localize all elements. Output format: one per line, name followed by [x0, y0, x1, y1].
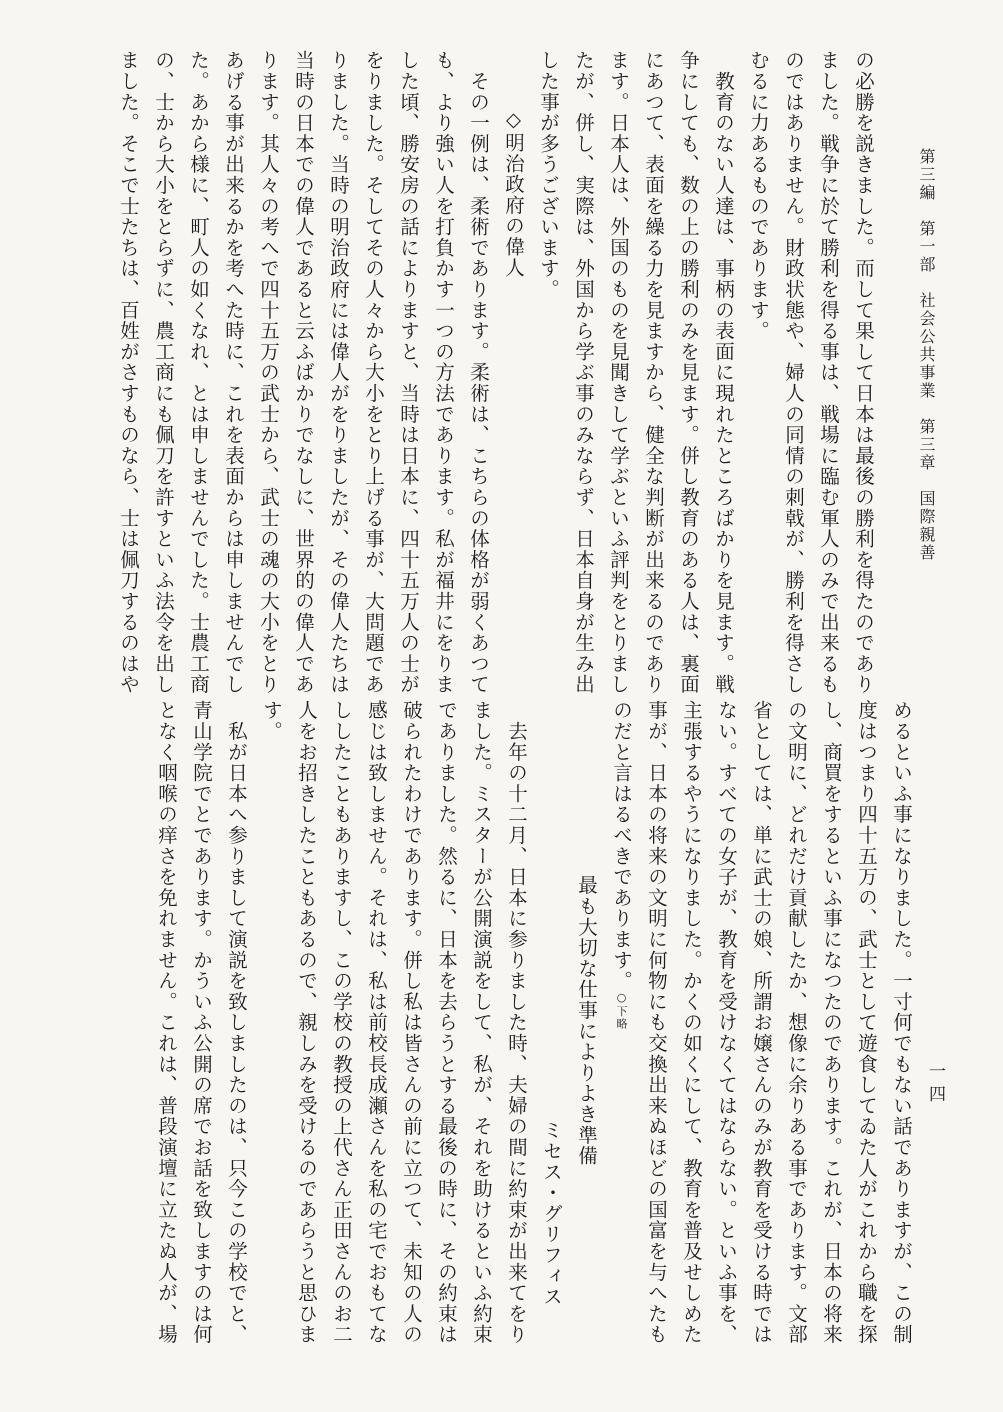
text-line: の文明に、どれだけ貢献したか、想像に余りある事であります。文部 — [785, 700, 808, 1345]
speaker-name: ミセス・グリフィス — [540, 1120, 563, 1308]
text-line: にあつて、表面を繰る力を見ますから、健全な判断が出来るのであり — [642, 50, 665, 695]
text-line: 主張するやうになりました。かくの如くにして、教育を普及せしめた — [680, 700, 703, 1345]
text-line: をりました。そしてその人々から大小をとり上げる事が、大問題であ — [362, 50, 385, 695]
text-line: 争にしても、数の上の勝利のみを見ます。併し教育のある人は、裏面 — [677, 50, 700, 695]
text-line: たが、併し、実際は、外国から学ぶ事のみならず、日本自身が生み出 — [572, 50, 595, 695]
text-line: その一例は、柔術であります。柔術は、こちらの体格が弱くあつて — [467, 50, 490, 695]
text-line: た。あから様に、町人の如くなれ、とは申しませんでした。士農工商 — [187, 50, 210, 695]
text-line: す。 — [260, 700, 283, 742]
top-text-block — [113, 50, 875, 695]
text-line: した頃、勝安房の話によりますと、当時は日本に、四十五万人の士が — [397, 50, 420, 695]
text-line: ました。ミスターが公開演説をして、私が、それを助けるといふ約束 — [470, 700, 493, 1345]
text-line: でありました。然るに、日本を去らうとする最後の時に、その約束は — [435, 700, 458, 1345]
text-line: 省としては、単に武士の娘、所謂お嬢さんのみが教育を受ける時では — [750, 700, 773, 1345]
text-line: ります。其人々の考へで四十五万の武士から、武士の魂の大小をとり — [257, 50, 280, 695]
text-line: ししたこともありますし、この学校の教授の上代さん正田さんのお二 — [330, 700, 353, 1345]
text-line: 事が、日本の将来の文明に何物にも交換出来ぬほどの国富を与へたも — [645, 700, 668, 1345]
text-line: 度はつまり四十五万の、武士として遊食してゐた人がこれから職を探 — [855, 700, 878, 1345]
text-line: 去年の十二月、日本に参りました時、夫婦の間に約束が出来てをり — [505, 700, 528, 1345]
text-line: むるに力あるものであります。 — [747, 50, 770, 342]
text-line-content: のだと言はるべきであります。 — [610, 700, 633, 992]
text-line: となく咽喉の痒さを免れません。これは、普段演壇に立たぬ人が、場 — [155, 700, 178, 1345]
text-line: した事が多うございます。 — [537, 50, 560, 300]
text-line: し、商買をするといふ事になつたのであります。これが、日本の将来 — [820, 700, 843, 1345]
text-line: 破られたわけであります。併し私は皆さんの前に立つて、未知の人の — [400, 700, 423, 1345]
text-line: めるといふ事になりました。一寸何でもない話でありますが、この制 — [890, 700, 913, 1345]
speech-title: 最も大切な仕事によりよき準備 — [575, 875, 598, 1167]
text-line — [612, 700, 632, 1380]
text-line: の、士から大小をとらずに、農工商にも佩刀を許すといふ法令を出し — [152, 50, 175, 695]
text-line: 感じは致しません。それは、私は前校長成瀬さんを私の宅でおもてな — [365, 700, 388, 1345]
text-line: 人をお招きしたこともあるので、親しみを受けるのであらうと思ひま — [295, 700, 318, 1345]
bottom-text-block — [91, 700, 911, 1380]
text-line: ました。戦争に於て勝利を得る事は、戦場に臨む軍人のみで出来るも — [817, 50, 840, 695]
text-line: も、より強い人を打負かす一つの方法であります。私が福井にをりま — [432, 50, 455, 695]
omission-note: ○下略 — [615, 991, 628, 1031]
section-heading: ◇明治政府の偉人 — [502, 108, 525, 278]
text-line: ます。日本人は、外国のものを見聞きして学ぶといふ評判をとりまし — [607, 50, 630, 695]
text-line: ました。そこで士たちは、百姓がさすものなら、士は佩刀するのはや — [117, 50, 140, 695]
text-line: の必勝を説きました。而して果して日本は最後の勝利を得たのであり — [852, 50, 875, 695]
text-line: 当時の日本での偉人であると云ふばかりでなしに、世界的の偉人であ — [292, 50, 315, 695]
text-line: 私が日本へ参りまして演説を致しましたのは、只今この学校でと、 — [225, 700, 248, 1345]
page-number: 一四 — [925, 1062, 945, 1108]
text-line: ない。すべての女子が、教育を受けなくてはならない。といふ事を、 — [715, 700, 738, 1345]
running-header: 第三編 第一部 社会公共事業 第三章 国際親善 — [917, 148, 936, 562]
text-line: あげる事が出来るかを考へた時に、これを表面からは申しませんでし — [222, 50, 245, 695]
text-line: りました。当時の明治政府には偉人がをりましたが、その偉人たちは — [327, 50, 350, 695]
text-line: 青山学院でとであります。かういふ公開の席でお話を致しますのは何 — [190, 700, 213, 1345]
text-line: 教育のない人達は、事柄の表面に現れたところばかりを見ます。戦 — [712, 50, 735, 695]
text-line: のではありません。財政状態や、婦人の同情の刺戟が、勝利を得さし — [782, 50, 805, 695]
